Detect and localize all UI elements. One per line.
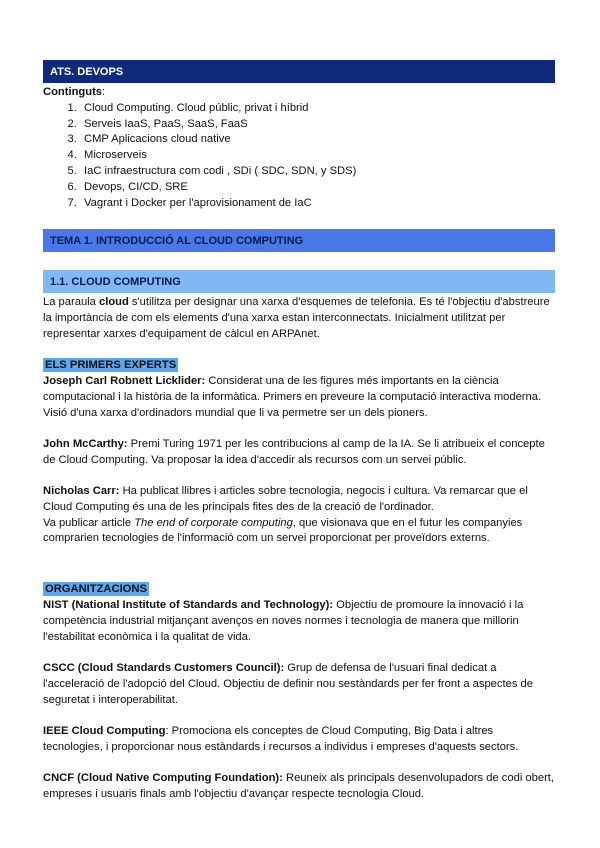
org-name: CSCC (Cloud Standards Customers Council): <box>43 662 285 674</box>
org-description: Reuneix als principals desenvolupadors de codi obert, empreses i usuaris finals amb l'objectiu d'avançar respecte tecnologia Cloud. <box>43 772 555 800</box>
expert-description: Considerat una de les figures més importants en la ciència computacional i la història de la informàtica. Primers en preveure la computació interactiva moderna. Visió d'una xarxa d'ordinadors mundial que li va permetre ser un dels pioners. <box>43 375 542 419</box>
expert-description-3: , que visionava que en el futur les companyies comprarien tecnologies de l'informació com un servei proporcionat per proveïdors externs. <box>43 516 523 545</box>
expert-carr <box>43 484 555 547</box>
org-name: NIST (National Institute of Standards and Technology): <box>43 599 334 611</box>
contents-item: 3. CMP Aplicacions cloud native <box>80 132 555 148</box>
contents-list <box>43 101 555 212</box>
org-ieee <box>43 724 555 756</box>
experts-heading <box>43 358 555 374</box>
header-bar <box>43 60 555 83</box>
orgs-heading <box>43 582 555 598</box>
expert-name: Nicholas Carr: <box>43 485 120 497</box>
intro-paragraph <box>43 295 555 342</box>
org-description: : Promociona els conceptes de Cloud Computing, Big Data i altres tecnologies, i proporcionar nous estàndards i recursos a individus i empreses d'aquests sectors. <box>43 725 519 753</box>
expert-description-2: Va publicar article <box>43 516 135 529</box>
org-description: Grup de defensa de l'usuari final dedicat a l'acceleració de l'adopció del Cloud. Objectiu de definir nou sestàndards per fer front a aspectes de seguretat i interoperabilitat. <box>43 662 533 706</box>
intro-keyword: cloud <box>98 296 129 308</box>
section-title: 1.1. CLOUD COMPUTING <box>50 275 181 288</box>
contents-item: 4. Microserveis <box>80 148 555 164</box>
section-bar <box>43 270 555 293</box>
intro-text-rest: s'utilitza per designar una xarxa d'esquemes de telefonia. Es té l'objectiu d'abstreure la importància de com els elements d'una xarxa estan interconnectats. Inicialment utilitzat per representar xarxes d'equipament de càlcul en ARPAnet. <box>43 296 550 340</box>
contents-item: 7. Vagrant i Docker per l'aprovisionament de IaC <box>80 196 555 212</box>
org-name: CNCF (Cloud Native Computing Foundation): <box>43 772 283 784</box>
contents-block: Continguts: 1. Cloud Computing. Cloud públic, privat i híbrid 2. Serveis IaaS, PaaS, SaaS, FaaS 3. CMP Aplicacions cloud native 4. Microserveis 5. IaC infraestructura com codi , SDi ( SDC, SDN, y SDS) 6. Devops, CI/CD, SRE 7. Vagrant i Docker per l'aprovisionament de IaC <box>43 85 555 211</box>
experts-heading-label: ELS PRIMERS EXPERTS <box>45 359 177 371</box>
contents-label: Continguts <box>43 86 103 98</box>
contents-item: 2. Serveis IaaS, PaaS, SaaS, FaaS <box>80 117 555 133</box>
article-title: The end of corporate computing <box>134 516 293 529</box>
contents-item: 5. IaC infraestructura com codi , SDi ( SDC, SDN, y SDS) <box>80 164 555 180</box>
topic-title: TEMA 1. INTRODUCCIÓ AL CLOUD COMPUTING <box>50 234 304 247</box>
topic-bar <box>43 229 555 252</box>
expert-licklider <box>43 374 555 421</box>
orgs-heading-label: ORGANITZACIONS <box>45 583 147 595</box>
expert-name: Joseph Carl Robnett Licklider: <box>43 375 206 387</box>
org-name: IEEE Cloud Computing <box>43 725 166 737</box>
org-cncf <box>43 771 555 803</box>
expert-mccarthy <box>43 437 555 469</box>
header-title: ATS. DEVOPS <box>50 65 124 78</box>
expert-description: Premi Turing 1971 per les contribucions al camp de la IA. Se li atribueix el concepte de Cloud Computing. Va proposar la idea d'accedir als recursos com un servei públic. <box>43 438 545 466</box>
expert-name: John McCarthy: <box>43 438 128 450</box>
org-nist <box>43 598 555 645</box>
expert-description: Ha publicat llibres i articles sobre tecnologia, negocis i cultura. Va remarcar que el Cloud Computing és una de les principals fites des de la creació de l'ordinador. <box>43 485 528 513</box>
org-description: Objectiu de promoure la innovació i la competència industrial mitjançant avenços en noves normes i tecnologia de manera que millorin l'estabilitat econòmica i la qualitat de vida. <box>43 599 524 643</box>
contents-item: 6. Devops, CI/CD, SRE <box>80 180 555 196</box>
intro-text: La paraula <box>43 296 99 308</box>
org-cscc <box>43 661 555 708</box>
contents-item: 1. Cloud Computing. Cloud públic, privat i híbrid <box>80 101 555 117</box>
